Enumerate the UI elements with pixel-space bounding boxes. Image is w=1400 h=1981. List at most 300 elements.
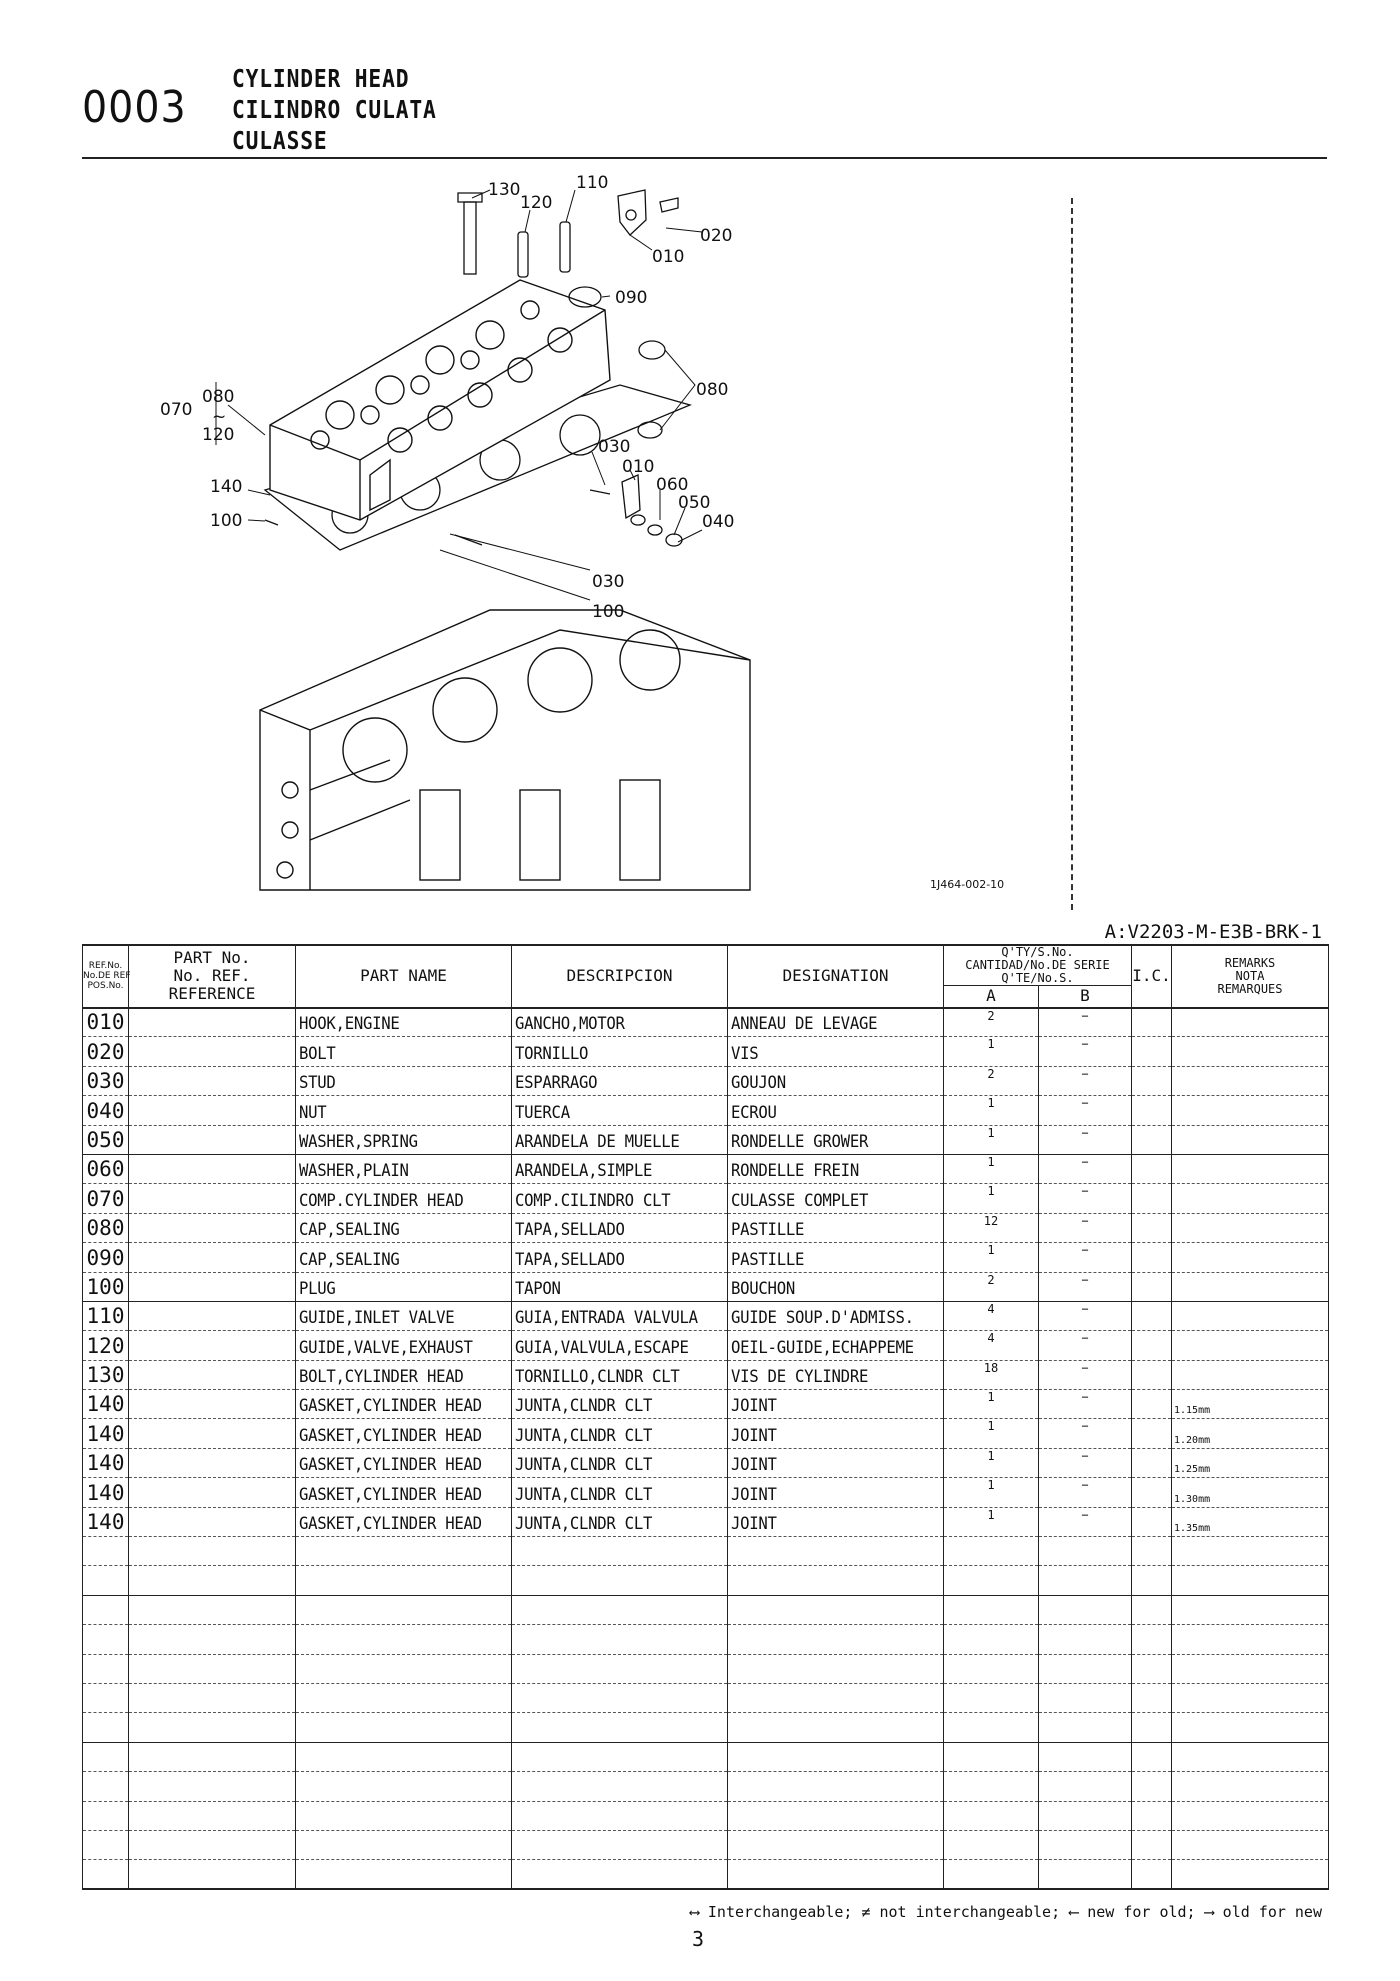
descripcion-cell: TAPON xyxy=(512,1272,728,1301)
qty-a-cell: 2 xyxy=(944,1066,1039,1095)
ref-cell: 110 xyxy=(83,1301,129,1330)
table-row xyxy=(83,1272,1329,1301)
qty-b-cell xyxy=(1039,1566,1132,1595)
ref-cell xyxy=(83,1713,129,1742)
part-name-cell xyxy=(296,1772,512,1801)
section-number: 0003 xyxy=(82,82,187,133)
ic-cell xyxy=(1132,1860,1172,1889)
descripcion-cell xyxy=(512,1830,728,1859)
ref-cell: 080 xyxy=(83,1213,129,1242)
designation-cell xyxy=(728,1683,944,1712)
qty-a-cell: 1 xyxy=(944,1096,1039,1125)
designation-cell: PASTILLE xyxy=(728,1213,944,1242)
remarks-cell xyxy=(1172,1830,1329,1859)
descripcion-cell xyxy=(512,1683,728,1712)
qty-a-cell: 12 xyxy=(944,1213,1039,1242)
part-no-cell xyxy=(129,1037,296,1066)
table-body xyxy=(83,1008,1329,1890)
qty-a-cell: 1 xyxy=(944,1390,1039,1419)
part-no-cell xyxy=(129,1595,296,1624)
qty-a-cell: 2 xyxy=(944,1008,1039,1037)
table-row xyxy=(83,1507,1329,1536)
designation-cell xyxy=(728,1713,944,1742)
table-row xyxy=(83,1478,1329,1507)
ic-cell xyxy=(1132,1331,1172,1360)
ic-cell xyxy=(1132,1742,1172,1771)
header-ic: I.C. xyxy=(1132,945,1172,1008)
title-french: CULASSE xyxy=(232,126,328,155)
qty-b-cell xyxy=(1039,1772,1132,1801)
qty-b-cell xyxy=(1039,1595,1132,1624)
header-designation: DESIGNATION xyxy=(728,945,944,1008)
part-name-cell: HOOK,ENGINE xyxy=(296,1008,512,1037)
ic-cell xyxy=(1132,1037,1172,1066)
callout-050: 050 xyxy=(678,493,711,513)
descripcion-cell: JUNTA,CLNDR CLT xyxy=(512,1478,728,1507)
table-header xyxy=(83,945,1329,1008)
table-row xyxy=(83,1595,1329,1624)
designation-cell: JOINT xyxy=(728,1390,944,1419)
interchangeability-legend: ⟷ Interchangeable; ≠ not interchangeable; ⟵ new for old; ⟶ old for new xyxy=(689,1903,1322,1921)
remarks-cell: 1.30mm xyxy=(1172,1478,1329,1507)
descripcion-cell xyxy=(512,1742,728,1771)
qty-a-cell: 18 xyxy=(944,1360,1039,1389)
descripcion-cell xyxy=(512,1595,728,1624)
remarks-cell xyxy=(1172,1713,1329,1742)
descripcion-cell: ARANDELA DE MUELLE xyxy=(512,1125,728,1154)
part-name-cell xyxy=(296,1683,512,1712)
descripcion-cell: TAPA,SELLADO xyxy=(512,1213,728,1242)
part-name-cell xyxy=(296,1801,512,1830)
part-no-cell xyxy=(129,1507,296,1536)
remarks-cell xyxy=(1172,1125,1329,1154)
remarks-cell xyxy=(1172,1037,1329,1066)
callout-100: 100 xyxy=(210,511,243,531)
remarks-cell xyxy=(1172,1654,1329,1683)
ic-cell xyxy=(1132,1213,1172,1242)
header-descripcion: DESCRIPCION xyxy=(512,945,728,1008)
qty-b-cell: − xyxy=(1039,1419,1132,1448)
model-code: A:V2203-M-E3B-BRK-1 xyxy=(1104,921,1322,943)
qty-a-cell: 1 xyxy=(944,1478,1039,1507)
descripcion-cell: ESPARRAGO xyxy=(512,1066,728,1095)
designation-cell xyxy=(728,1772,944,1801)
callout-080-range: 080 xyxy=(202,387,235,407)
table-row xyxy=(83,1537,1329,1566)
part-name-cell: GASKET,CYLINDER HEAD xyxy=(296,1478,512,1507)
qty-a-cell: 1 xyxy=(944,1037,1039,1066)
qty-b-cell: − xyxy=(1039,1360,1132,1389)
header-qty: Q'TY/S.No. CANTIDAD/No.DE SERIE Q'TE/No.S. xyxy=(944,945,1132,986)
designation-cell: JOINT xyxy=(728,1478,944,1507)
qty-b-cell xyxy=(1039,1742,1132,1771)
ref-cell xyxy=(83,1860,129,1889)
designation-cell: VIS DE CYLINDRE xyxy=(728,1360,944,1389)
table-row xyxy=(83,1448,1329,1477)
table-row xyxy=(83,1625,1329,1654)
qty-a-cell: 1 xyxy=(944,1154,1039,1183)
header-remarks: REMARKS NOTA REMARQUES xyxy=(1172,945,1329,1008)
callout-030-b: 030 xyxy=(592,572,625,592)
qty-b-cell: − xyxy=(1039,1066,1132,1095)
callout-090: 090 xyxy=(615,288,648,308)
part-no-cell xyxy=(129,1243,296,1272)
designation-cell xyxy=(728,1742,944,1771)
remarks-cell xyxy=(1172,1566,1329,1595)
designation-cell xyxy=(728,1595,944,1624)
remarks-cell: 1.25mm xyxy=(1172,1448,1329,1477)
designation-cell: ANNEAU DE LEVAGE xyxy=(728,1008,944,1037)
title-spanish: CILINDRO CULATA xyxy=(232,95,437,124)
descripcion-cell xyxy=(512,1566,728,1595)
table-row xyxy=(83,1801,1329,1830)
qty-b-cell: − xyxy=(1039,1272,1132,1301)
part-no-cell xyxy=(129,1742,296,1771)
header-qty-b: B xyxy=(1039,986,1132,1008)
table-row xyxy=(83,1125,1329,1154)
title-english: CYLINDER HEAD xyxy=(232,64,410,93)
part-no-cell xyxy=(129,1331,296,1360)
part-name-cell: CAP,SEALING xyxy=(296,1243,512,1272)
header-qty-a: A xyxy=(944,986,1039,1008)
part-no-cell xyxy=(129,1860,296,1889)
table-row xyxy=(83,1331,1329,1360)
part-no-cell xyxy=(129,1272,296,1301)
part-name-cell: BOLT xyxy=(296,1037,512,1066)
qty-b-cell xyxy=(1039,1537,1132,1566)
part-no-cell xyxy=(129,1184,296,1213)
remarks-cell xyxy=(1172,1184,1329,1213)
part-name-cell: NUT xyxy=(296,1096,512,1125)
qty-a-cell: 2 xyxy=(944,1272,1039,1301)
qty-b-cell xyxy=(1039,1683,1132,1712)
ref-cell: 020 xyxy=(83,1037,129,1066)
ref-cell xyxy=(83,1742,129,1771)
part-name-cell xyxy=(296,1830,512,1859)
ref-cell: 140 xyxy=(83,1390,129,1419)
designation-cell: JOINT xyxy=(728,1448,944,1477)
part-no-cell xyxy=(129,1537,296,1566)
designation-cell: OEIL-GUIDE,ECHAPPEME xyxy=(728,1331,944,1360)
remarks-cell: 1.35mm xyxy=(1172,1507,1329,1536)
callout-020: 020 xyxy=(700,226,733,246)
qty-b-cell: − xyxy=(1039,1184,1132,1213)
remarks-cell xyxy=(1172,1272,1329,1301)
remarks-cell xyxy=(1172,1683,1329,1712)
qty-b-cell: − xyxy=(1039,1125,1132,1154)
callout-010-b: 010 xyxy=(622,457,655,477)
designation-cell: GOUJON xyxy=(728,1066,944,1095)
ic-cell xyxy=(1132,1713,1172,1742)
qty-b-cell: − xyxy=(1039,1448,1132,1477)
page-number: 3 xyxy=(692,1927,705,1951)
descripcion-cell: JUNTA,CLNDR CLT xyxy=(512,1507,728,1536)
callout-120-range: 120 xyxy=(202,425,235,445)
engine-block-drawing xyxy=(260,610,750,890)
table-row xyxy=(83,1154,1329,1183)
remarks-cell xyxy=(1172,1801,1329,1830)
designation-cell: BOUCHON xyxy=(728,1272,944,1301)
ref-cell: 120 xyxy=(83,1331,129,1360)
part-no-cell xyxy=(129,1360,296,1389)
remarks-cell xyxy=(1172,1008,1329,1037)
part-name-cell: GASKET,CYLINDER HEAD xyxy=(296,1507,512,1536)
descripcion-cell: JUNTA,CLNDR CLT xyxy=(512,1390,728,1419)
qty-b-cell xyxy=(1039,1625,1132,1654)
qty-a-cell xyxy=(944,1772,1039,1801)
ref-cell: 070 xyxy=(83,1184,129,1213)
ic-cell xyxy=(1132,1625,1172,1654)
diagram-divider xyxy=(1071,198,1073,910)
ref-cell xyxy=(83,1654,129,1683)
remarks-cell xyxy=(1172,1213,1329,1242)
ref-cell: 050 xyxy=(83,1125,129,1154)
designation-cell: JOINT xyxy=(728,1507,944,1536)
part-name-cell xyxy=(296,1537,512,1566)
remarks-cell xyxy=(1172,1625,1329,1654)
qty-a-cell xyxy=(944,1654,1039,1683)
part-no-cell xyxy=(129,1830,296,1859)
part-no-cell xyxy=(129,1213,296,1242)
callout-060: 060 xyxy=(656,475,689,495)
callout-010: 010 xyxy=(652,247,685,267)
qty-a-cell: 1 xyxy=(944,1243,1039,1272)
exploded-parts-diagram xyxy=(160,173,1090,910)
qty-a-cell xyxy=(944,1860,1039,1889)
designation-cell xyxy=(728,1830,944,1859)
part-name-cell xyxy=(296,1713,512,1742)
part-name-cell: STUD xyxy=(296,1066,512,1095)
ref-cell xyxy=(83,1772,129,1801)
part-name-cell: BOLT,CYLINDER HEAD xyxy=(296,1360,512,1389)
descripcion-cell xyxy=(512,1537,728,1566)
table-row xyxy=(83,1713,1329,1742)
qty-a-cell xyxy=(944,1830,1039,1859)
descripcion-cell xyxy=(512,1625,728,1654)
qty-a-cell xyxy=(944,1683,1039,1712)
ic-cell xyxy=(1132,1184,1172,1213)
qty-b-cell: − xyxy=(1039,1301,1132,1330)
ref-cell: 130 xyxy=(83,1360,129,1389)
part-name-cell xyxy=(296,1566,512,1595)
part-no-cell xyxy=(129,1448,296,1477)
qty-b-cell xyxy=(1039,1713,1132,1742)
qty-a-cell xyxy=(944,1801,1039,1830)
ref-cell xyxy=(83,1830,129,1859)
descripcion-cell: GANCHO,MOTOR xyxy=(512,1008,728,1037)
qty-a-cell: 4 xyxy=(944,1301,1039,1330)
remarks-cell xyxy=(1172,1154,1329,1183)
remarks-cell xyxy=(1172,1360,1329,1389)
part-no-cell xyxy=(129,1654,296,1683)
ic-cell xyxy=(1132,1772,1172,1801)
remarks-cell xyxy=(1172,1537,1329,1566)
callout-030: 030 xyxy=(598,437,631,457)
descripcion-cell xyxy=(512,1801,728,1830)
ic-cell xyxy=(1132,1008,1172,1037)
ic-cell xyxy=(1132,1448,1172,1477)
designation-cell xyxy=(728,1860,944,1889)
qty-a-cell: 1 xyxy=(944,1184,1039,1213)
part-name-cell xyxy=(296,1625,512,1654)
part-name-cell xyxy=(296,1860,512,1889)
ic-cell xyxy=(1132,1566,1172,1595)
designation-cell xyxy=(728,1566,944,1595)
ic-cell xyxy=(1132,1683,1172,1712)
callout-140: 140 xyxy=(210,477,243,497)
part-no-cell xyxy=(129,1801,296,1830)
table-row xyxy=(83,1360,1329,1389)
part-name-cell: WASHER,PLAIN xyxy=(296,1154,512,1183)
part-no-cell xyxy=(129,1713,296,1742)
table-row xyxy=(83,1860,1329,1889)
remarks-cell xyxy=(1172,1096,1329,1125)
callout-080: 080 xyxy=(696,380,729,400)
table-row xyxy=(83,1742,1329,1771)
callout-100-b: 100 xyxy=(592,602,625,622)
qty-b-cell: − xyxy=(1039,1213,1132,1242)
part-name-cell: GUIDE,VALVE,EXHAUST xyxy=(296,1331,512,1360)
ref-cell xyxy=(83,1625,129,1654)
table-row xyxy=(83,1213,1329,1242)
descripcion-cell: TORNILLO xyxy=(512,1037,728,1066)
ic-cell xyxy=(1132,1830,1172,1859)
part-no-cell xyxy=(129,1478,296,1507)
remarks-cell xyxy=(1172,1772,1329,1801)
ref-cell xyxy=(83,1683,129,1712)
qty-b-cell: − xyxy=(1039,1331,1132,1360)
remarks-cell xyxy=(1172,1331,1329,1360)
table-row xyxy=(83,1008,1329,1037)
qty-b-cell xyxy=(1039,1801,1132,1830)
descripcion-cell: TORNILLO,CLNDR CLT xyxy=(512,1360,728,1389)
ic-cell xyxy=(1132,1419,1172,1448)
callout-130: 130 xyxy=(488,180,521,200)
figure-code: 1J464-002-10 xyxy=(930,878,1005,891)
qty-a-cell: 1 xyxy=(944,1419,1039,1448)
ic-cell xyxy=(1132,1478,1172,1507)
remarks-cell: 1.15mm xyxy=(1172,1390,1329,1419)
descripcion-cell xyxy=(512,1860,728,1889)
part-name-cell: GASKET,CYLINDER HEAD xyxy=(296,1390,512,1419)
ref-cell: 100 xyxy=(83,1272,129,1301)
ic-cell xyxy=(1132,1654,1172,1683)
table-row xyxy=(83,1243,1329,1272)
designation-cell: RONDELLE GROWER xyxy=(728,1125,944,1154)
ref-cell: 140 xyxy=(83,1419,129,1448)
table-row xyxy=(83,1830,1329,1859)
ic-cell xyxy=(1132,1096,1172,1125)
part-name-cell: CAP,SEALING xyxy=(296,1213,512,1242)
ic-cell xyxy=(1132,1066,1172,1095)
ref-cell: 030 xyxy=(83,1066,129,1095)
part-name-cell: WASHER,SPRING xyxy=(296,1125,512,1154)
qty-b-cell: − xyxy=(1039,1096,1132,1125)
qty-b-cell: − xyxy=(1039,1243,1132,1272)
qty-b-cell: − xyxy=(1039,1154,1132,1183)
part-name-cell xyxy=(296,1595,512,1624)
descripcion-cell: COMP.CILINDRO CLT xyxy=(512,1184,728,1213)
part-no-cell xyxy=(129,1419,296,1448)
remarks-cell xyxy=(1172,1301,1329,1330)
ref-cell: 090 xyxy=(83,1243,129,1272)
table-row xyxy=(83,1096,1329,1125)
part-no-cell xyxy=(129,1390,296,1419)
remarks-cell xyxy=(1172,1860,1329,1889)
table-row xyxy=(83,1390,1329,1419)
callout-070: 070 xyxy=(160,400,193,420)
ic-cell xyxy=(1132,1360,1172,1389)
ref-cell xyxy=(83,1595,129,1624)
qty-a-cell xyxy=(944,1742,1039,1771)
qty-b-cell: − xyxy=(1039,1037,1132,1066)
part-no-cell xyxy=(129,1683,296,1712)
callout-tilde: ~ xyxy=(212,407,227,427)
header-part-name: PART NAME xyxy=(296,945,512,1008)
part-name-cell: COMP.CYLINDER HEAD xyxy=(296,1184,512,1213)
part-name-cell: GUIDE,INLET VALVE xyxy=(296,1301,512,1330)
callout-110: 110 xyxy=(576,173,609,193)
ic-cell xyxy=(1132,1154,1172,1183)
ic-cell xyxy=(1132,1507,1172,1536)
ic-cell xyxy=(1132,1801,1172,1830)
header-ref-no: REF.No. No.DE REF POS.No. xyxy=(83,945,129,1008)
designation-cell xyxy=(728,1801,944,1830)
designation-cell xyxy=(728,1654,944,1683)
part-name-cell xyxy=(296,1654,512,1683)
qty-a-cell: 1 xyxy=(944,1448,1039,1477)
part-name-cell: PLUG xyxy=(296,1272,512,1301)
ref-cell: 140 xyxy=(83,1448,129,1477)
table-row xyxy=(83,1066,1329,1095)
title-divider xyxy=(82,157,1327,159)
qty-a-cell xyxy=(944,1595,1039,1624)
descripcion-cell: TAPA,SELLADO xyxy=(512,1243,728,1272)
part-no-cell xyxy=(129,1066,296,1095)
qty-a-cell xyxy=(944,1566,1039,1595)
ref-cell: 010 xyxy=(83,1008,129,1037)
ref-cell: 060 xyxy=(83,1154,129,1183)
table-row xyxy=(83,1419,1329,1448)
ref-cell: 140 xyxy=(83,1478,129,1507)
qty-b-cell: − xyxy=(1039,1390,1132,1419)
designation-cell: RONDELLE FREIN xyxy=(728,1154,944,1183)
qty-b-cell: − xyxy=(1039,1478,1132,1507)
ic-cell xyxy=(1132,1537,1172,1566)
table-row xyxy=(83,1772,1329,1801)
qty-a-cell xyxy=(944,1537,1039,1566)
ic-cell xyxy=(1132,1125,1172,1154)
designation-cell: ECROU xyxy=(728,1096,944,1125)
part-name-cell: GASKET,CYLINDER HEAD xyxy=(296,1448,512,1477)
qty-a-cell: 1 xyxy=(944,1125,1039,1154)
ref-cell: 140 xyxy=(83,1507,129,1536)
ref-cell: 040 xyxy=(83,1096,129,1125)
table-row xyxy=(83,1654,1329,1683)
ic-cell xyxy=(1132,1301,1172,1330)
part-no-cell xyxy=(129,1096,296,1125)
part-no-cell xyxy=(129,1008,296,1037)
qty-a-cell xyxy=(944,1625,1039,1654)
table-row xyxy=(83,1037,1329,1066)
designation-cell: GUIDE SOUP.D'ADMISS. xyxy=(728,1301,944,1330)
designation-cell: VIS xyxy=(728,1037,944,1066)
descripcion-cell: GUIA,ENTRADA VALVULA xyxy=(512,1301,728,1330)
ic-cell xyxy=(1132,1390,1172,1419)
qty-b-cell xyxy=(1039,1654,1132,1683)
part-no-cell xyxy=(129,1125,296,1154)
descripcion-cell xyxy=(512,1654,728,1683)
